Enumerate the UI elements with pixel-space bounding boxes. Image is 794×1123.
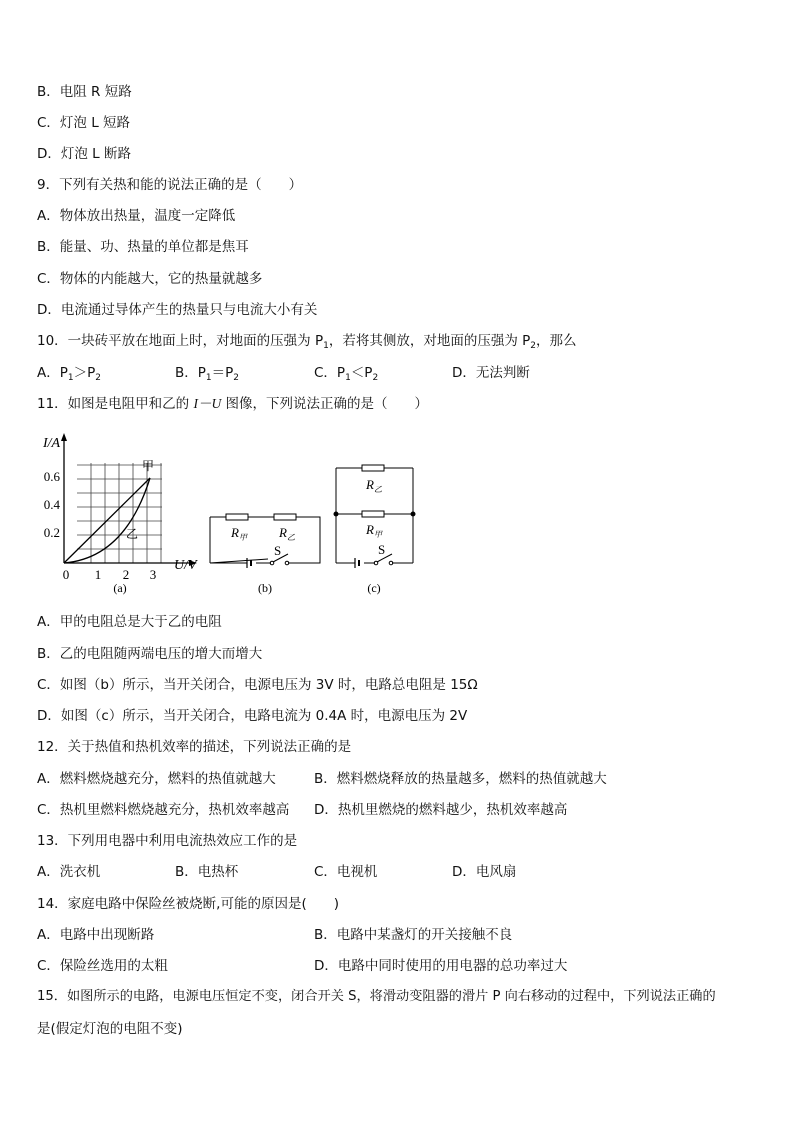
x-tick-0: 0 — [62, 567, 70, 582]
q12-option-a: A．燃料燃烧越充分，燃料的热值就越大 — [37, 771, 276, 787]
q13-option-d: D．电风扇 — [452, 864, 517, 880]
q15-stem-line2: 是(假定灯泡的电阻不变) — [37, 1021, 183, 1037]
junction-left — [334, 512, 338, 516]
circuit-b — [210, 514, 320, 568]
q9-option-b: B．能量、功、热量的单位都是焦耳 — [37, 239, 249, 255]
r-yi-b-label: $R_乙$ — [279, 525, 295, 542]
q10-option-c: C．$P_1<P_2$ — [314, 365, 379, 383]
circuit-c-labels — [365, 477, 385, 595]
q14-option-c: C．保险丝选用的太粗 — [37, 958, 168, 974]
q10-option-b: B．$P_1=P_2$ — [175, 365, 240, 383]
q11-option-a: A．甲的电阻总是大于乙的电阻 — [37, 614, 222, 630]
q12-option-c: C．热机里燃料燃烧越充分，热机效率越高 — [37, 802, 290, 818]
q11-option-c: C．如图（b）所示，当开关闭合，电源电压为 3V 时，电路总电阻是 15Ω — [37, 677, 478, 693]
resistor-jia-b — [226, 514, 248, 520]
resistor-jia-c — [362, 511, 384, 517]
x-tick-3: 3 — [149, 567, 157, 582]
curve-jia-label: 甲 — [142, 459, 155, 473]
r-jia-c-label: $R_甲$ — [366, 522, 382, 539]
switch-b-label: S — [274, 543, 282, 558]
q15-stem-line1: 15．如图所示的电路，电源电压恒定不变，闭合开关 S，将滑动变阻器的滑片 P 向右移动的过程中，下列说法正确的 — [37, 989, 716, 1004]
figure-label-b: (b) — [258, 581, 272, 595]
q13-option-a: A．洗衣机 — [37, 864, 101, 880]
switch-c-label: S — [378, 542, 386, 557]
q8-option-c: C．灯泡 L 短路 — [37, 115, 131, 131]
q11-figure — [40, 430, 420, 595]
junction-right — [411, 512, 415, 516]
q10-option-a: A．$P_1>P_2$ — [37, 365, 102, 383]
curve-jia — [64, 478, 150, 563]
y-tick-0.4: 0.4 — [43, 497, 60, 512]
r-jia-b-label: $R_甲$ — [231, 525, 247, 542]
y-tick-0.2: 0.2 — [43, 525, 60, 540]
q9-option-c: C．物体的内能越大，它的热量就越多 — [37, 271, 263, 287]
circuit-b-wires — [210, 517, 320, 563]
q13-stem: 13．下列用电器中利用电流热效应工作的是 — [37, 833, 298, 849]
q8-option-d: D．灯泡 L 断路 — [37, 146, 131, 162]
q11-stem: 11．如图是电阻甲和乙的 I－U 图像，下列说法正确的是（ ） — [37, 396, 429, 412]
circuit-b-labels — [230, 525, 295, 595]
q10-stem: 10．一块砖平放在地面上时，对地面的压强为 $P_1$，若将其侧放，对地面的压强为 $P_2$，那么 — [37, 333, 577, 351]
y-axis-arrow — [61, 433, 67, 441]
x-tick-2: 2 — [122, 567, 130, 582]
q9-option-d: D．电流通过导体产生的热量只与电流大小有关 — [37, 302, 318, 318]
x-tick-1: 1 — [94, 567, 102, 582]
circuit-c — [334, 465, 415, 568]
q8-option-b: B．电阻 R 短路 — [37, 84, 132, 100]
figure-label-a: (a) — [113, 581, 127, 595]
curve-yi-label: 乙 — [126, 527, 139, 541]
iu-graph — [42, 433, 198, 595]
y-tick-0.6: 0.6 — [43, 469, 60, 484]
q10-option-d: D．无法判断 — [452, 365, 530, 381]
q9-option-a: A．物体放出热量，温度一定降低 — [37, 208, 236, 224]
resistor-yi-b — [274, 514, 296, 520]
q14-stem: 14．家庭电路中保险丝被烧断,可能的原因是( ) — [37, 896, 340, 912]
r-yi-c-label: $R_乙$ — [366, 477, 382, 494]
q14-option-a: A．电路中出现断路 — [37, 927, 155, 943]
q9-stem: 9．下列有关热和能的说法正确的是（ ） — [37, 177, 303, 193]
x-axis-label: U/V — [174, 558, 197, 573]
resistor-yi-c — [362, 465, 384, 471]
q11-option-b: B．乙的电阻随两端电压的增大而增大 — [37, 646, 263, 662]
q11-option-d: D．如图（c）所示，当开关闭合，电路电流为 0.4A 时，电源电压为 2V — [37, 708, 468, 724]
q13-option-b: B．电热杯 — [175, 864, 239, 880]
figure-label-c: (c) — [367, 581, 381, 595]
q12-option-b: B．燃料燃烧释放的热量越多，燃料的热值就越大 — [314, 771, 607, 787]
q13-option-c: C．电视机 — [314, 864, 378, 880]
q14-option-d: D．电路中同时使用的用电器的总功率过大 — [314, 958, 568, 974]
y-axis-label: I/A — [43, 436, 61, 451]
q12-option-d: D．热机里燃烧的燃料越少，热机效率越高 — [314, 802, 568, 818]
q14-option-b: B．电路中某盏灯的开关接触不良 — [314, 927, 513, 943]
q12-stem: 12．关于热值和热机效率的描述，下列说法正确的是 — [37, 739, 352, 755]
